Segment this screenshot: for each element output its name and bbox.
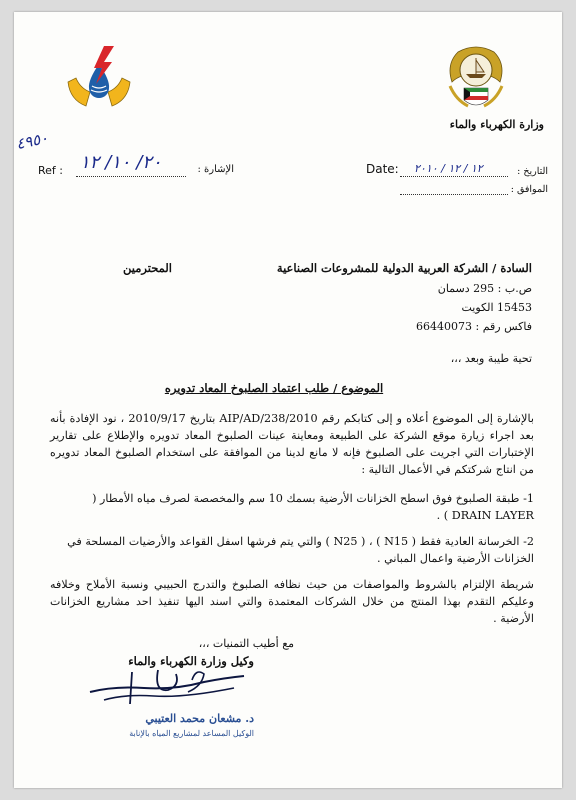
tarikh-label: التاريخ : (517, 166, 548, 177)
muwafiq-label: الموافق : (510, 184, 548, 195)
fax: فاكس رقم : 66440073 (416, 320, 532, 333)
addressee-line: السادة / الشركة العربية الدولية للمشروعات الصناعية (276, 261, 532, 275)
body-item-2: 2- الخرسانة العادية فقط ( N15 ) ، ( N25 ) والتي يتم فرشها اسفل القواعد والأرضيات المسلحة في الخزانات الأرضية واعمال المباني . (67, 535, 534, 565)
body-paragraph-1: بالإشارة إلى الموضوع أعلاه و إلى كتابكم رقم 2010/AIP/AD/238 بتاريخ 2010/9/17 ، نود الإفادة بأنه بعد اجراء زيارة موقع الشركة على الطبيعة ومعاينة عينات الصلبوخ المعاد تدويره والإطلاع على تقارير الإختبارات التي اجريت على الصلبوخ فإنه لا مانع لدينا من الموافقة على استخدام الصلبوخ المعاد تدويره من انتاج شركتكم في الأعمال التالية : (50, 412, 534, 476)
date-value: ١٢ / ١٢ / ٢٠١٠ (414, 162, 483, 175)
greeting: تحية طيبة وبعد ،،، (450, 352, 532, 365)
date-label: Date: (366, 162, 399, 176)
handwritten-signature (84, 662, 254, 712)
ref-dotted-line (76, 176, 186, 177)
letter-page (14, 12, 562, 788)
city: 15453 الكويت (461, 301, 532, 314)
electricity-water-logo (64, 42, 134, 112)
ref-value: ٢٠/ ١٠/ ١٢ (80, 152, 162, 173)
stamp-role: الوكيل المساعد لمشاريع المياه بالإنابة (129, 729, 254, 738)
ref-label: Ref : (38, 164, 63, 177)
pobox: ص.ب : 295 دسمان (437, 282, 532, 295)
stamp-name: د. مشعان محمد العتيبي (145, 712, 254, 725)
signature-title: وكيل وزارة الكهرباء والماء (128, 654, 254, 668)
kuwait-emblem (444, 44, 508, 114)
isharah-label: الإشارة : (197, 164, 234, 175)
respected-label: المحترمين (123, 261, 172, 275)
closing: مع أطيب التمنيات ،،، (198, 637, 294, 650)
subject: الموضوع / طلب اعتماد الصلبوخ المعاد تدويره (164, 381, 384, 395)
ministry-name: وزارة الكهرباء والماء (449, 118, 544, 131)
body-item-1: 1- طبقة الصلبوخ فوق اسطح الخزانات الأرضية بسمك 10 سم والمخصصة لصرف مياه الأمطار ( DRAIN LAYER ) . (92, 492, 534, 522)
body-paragraph-2: شريطة الإلتزام بالشروط والمواصفات من حيث نظافه الصلبوخ والتدرج الحبيبي ونسبة الأملاح وخلافه وعليكم التقدم بهذا المنتج من خلال الشركات المعتمدة والتي اسند اليها تنفيذ احد مشاريع الخزانات الأرضية . (50, 578, 534, 625)
handwritten-note: ٤٩٥٠ (14, 128, 50, 154)
